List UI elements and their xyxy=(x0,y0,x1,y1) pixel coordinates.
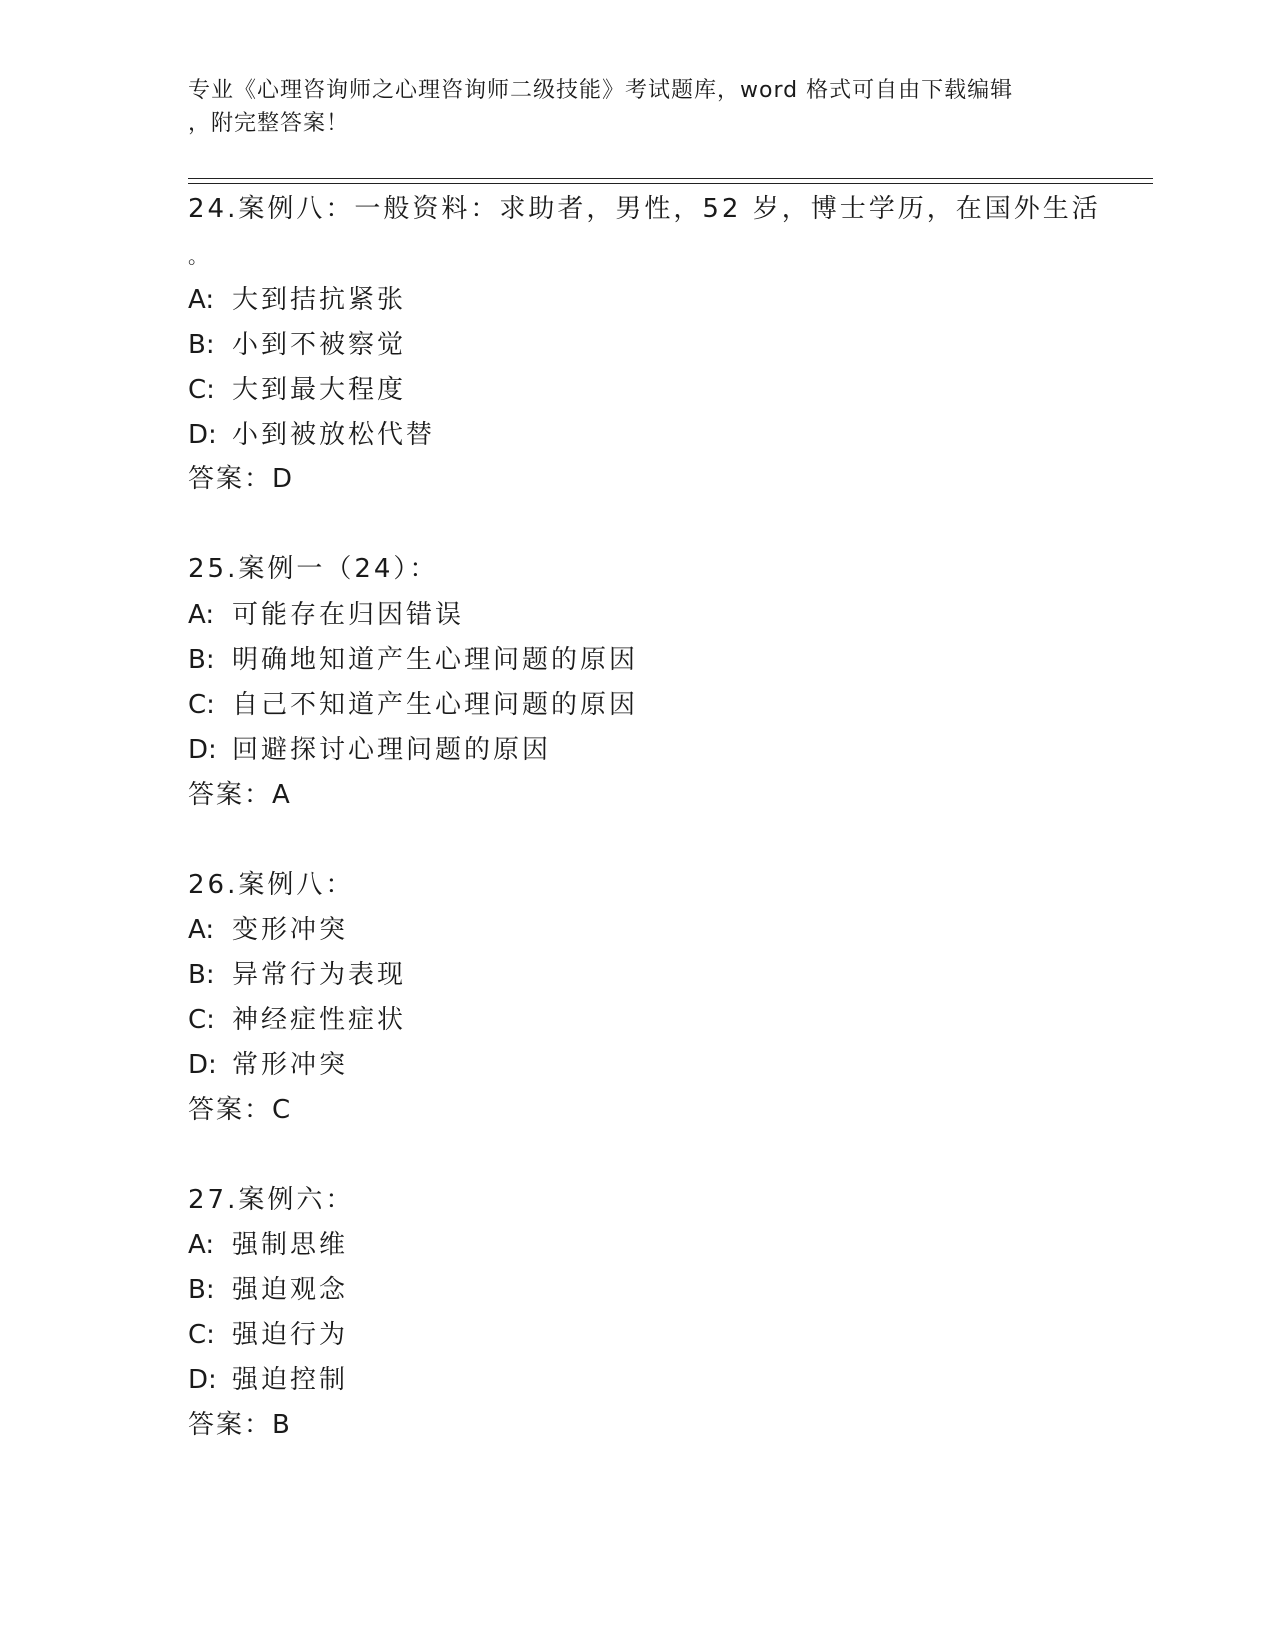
option-key: C: xyxy=(188,375,215,405)
option-b xyxy=(188,959,406,991)
option-d xyxy=(188,1364,348,1396)
option-d xyxy=(188,734,551,766)
option-d xyxy=(188,419,435,451)
question-title: 24.案例八：一般资料：求助者，男性，52 岁，博士学历，在国外生活 xyxy=(188,194,1101,224)
option-text: 回避探讨心理问题的原因 xyxy=(232,735,552,765)
option-text: 大到拮抗紧张 xyxy=(232,285,407,315)
option-key: A: xyxy=(188,1230,215,1260)
answer-line: 答案：D xyxy=(188,464,295,494)
option-text: 异常行为表现 xyxy=(232,960,407,990)
option-key: D: xyxy=(188,420,217,450)
option-c xyxy=(188,689,638,721)
option-text: 大到最大程度 xyxy=(232,375,407,405)
option-b xyxy=(188,1274,348,1306)
option-text: 可能存在归因错误 xyxy=(232,600,465,630)
option-b xyxy=(188,644,638,676)
option-key: B: xyxy=(188,960,215,990)
option-key: B: xyxy=(188,1275,215,1305)
answer-line: 答案：A xyxy=(188,780,292,810)
option-key: A: xyxy=(188,285,215,315)
header-divider-top xyxy=(188,178,1153,179)
question-title: 25.案例一（24）： xyxy=(188,554,439,584)
answer-line: 答案：B xyxy=(188,1410,292,1440)
option-d xyxy=(188,1049,348,1081)
option-key: C: xyxy=(188,690,215,720)
option-c xyxy=(188,1319,348,1351)
option-a xyxy=(188,599,464,631)
option-text: 小到被放松代替 xyxy=(232,420,436,450)
option-key: D: xyxy=(188,1365,217,1395)
document-header xyxy=(188,74,1088,140)
option-key: D: xyxy=(188,735,217,765)
option-a xyxy=(188,284,406,316)
option-text: 常形冲突 xyxy=(232,1050,349,1080)
question-title-continuation: 。 xyxy=(188,244,208,268)
option-a xyxy=(188,1229,348,1261)
option-key: A: xyxy=(188,600,215,630)
header-line-2: ，附完整答案！ xyxy=(188,111,350,136)
answer-line: 答案：C xyxy=(188,1095,293,1125)
option-key: C: xyxy=(188,1005,215,1035)
option-a xyxy=(188,914,348,946)
option-key: D: xyxy=(188,1050,217,1080)
option-key: C: xyxy=(188,1320,215,1350)
option-text: 强迫观念 xyxy=(232,1275,349,1305)
header-line-1: 专业《心理咨询师之心理咨询师二级技能》考试题库，word 格式可自由下载编辑 xyxy=(188,78,1014,103)
question-title: 26.案例八： xyxy=(188,870,355,900)
option-text: 强迫控制 xyxy=(232,1365,349,1395)
option-text: 强制思维 xyxy=(232,1230,349,1260)
option-text: 变形冲突 xyxy=(232,915,349,945)
header-divider-bottom xyxy=(188,183,1153,184)
option-text: 明确地知道产生心理问题的原因 xyxy=(232,645,639,675)
option-key: B: xyxy=(188,645,215,675)
option-text: 强迫行为 xyxy=(232,1320,349,1350)
option-text: 神经症性症状 xyxy=(232,1005,407,1035)
option-c xyxy=(188,374,406,406)
question-title: 27.案例六： xyxy=(188,1185,355,1215)
option-text: 小到不被察觉 xyxy=(232,330,407,360)
option-b xyxy=(188,329,406,361)
option-key: B: xyxy=(188,330,215,360)
option-key: A: xyxy=(188,915,215,945)
option-text: 自己不知道产生心理问题的原因 xyxy=(232,690,639,720)
option-c xyxy=(188,1004,406,1036)
